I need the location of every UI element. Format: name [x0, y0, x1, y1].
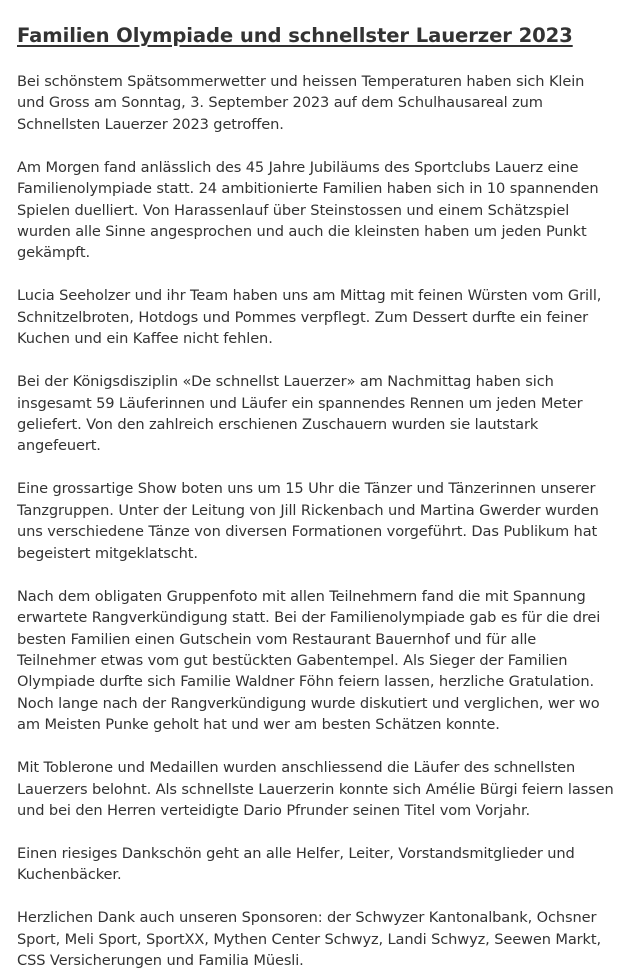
paragraph-dance-show: Eine grossartige Show boten uns um 15 Uhr die Tänzer und Tänzerinnen unserer Tanzgruppen. Unter der Leitung von Jill Rickenbach und Martina Gwerder wurden uns verschiedene Tänze von diversen Formationen vorgeführt. Das Publikum hat begeistert mitgeklatscht.: [17, 480, 599, 562]
paragraph-ranking: Nach dem obligaten Gruppenfoto mit allen Teilnehmern fand die mit Spannung erwartete Rangverkündigung statt. Bei der Familienolympiade gab es für die drei besten Familien einen Gutschein vom Restaurant Bauernhof und für alle Teilnehmer etwas vom gut bestückten Gabentempel. Als Sieger der Familien Olympiade durfte sich Familie Waldner Föhn feiern lassen, herzliche Gratulation. Noch lange nach der Rangverkündigung wurde diskutiert und verglichen, wer wo am Meisten Punke geholt hat und wer am besten Schätzen konnte.: [17, 587, 601, 734]
paragraph-race: Bei der Königsdisziplin «De schnellst Lauerzer» am Nachmittag haben sich insgesamt 59 Läuferinnen und Läufer ein spannendes Rennen um jeden Meter geliefert. Von den zahlreich erschienen Zuschauern wurden sie lautstark angefeuert.: [17, 373, 583, 455]
paragraph-family-olympics: Am Morgen fand anlässlich des 45 Jahre Jubiläums des Sportclubs Lauerz eine Familienolympiade statt. 24 ambitionierte Familien haben sich in 10 spannenden Spielen duelliert. Von Harassenlauf über Steinstossen und einem Schätzspiel wurden alle Sinne angesprochen und auch die kleinsten haben um jeden Punkt gekämpft.: [17, 158, 599, 262]
paragraph-winners: Mit Toblerone und Medaillen wurden anschliessend die Läufer des schnellsten Lauerzers belohnt. Als schnellste Lauerzerin konnte sich Amélie Bürgi feiern lassen und bei den Herren verteidigte Dario Pfrunder seinen Titel vom Vorjahr.: [17, 759, 614, 819]
paragraph-intro: Bei schönstem Spätsommerwetter und heissen Temperaturen haben sich Klein und Gross am Sonntag, 3. September 2023 auf dem Schulhausareal zum Schnellsten Lauerzer 2023 getroffen.: [17, 73, 585, 133]
paragraph-thanks-sponsors: Herzlichen Dank auch unseren Sponsoren: der Schwyzer Kantonalbank, Ochsner Sport, Meli Sport, SportXX, Mythen Center Schwyz, Landi Schwyz, Seewen Markt, CSS Versicherungen und Familia Müesli.: [17, 909, 602, 970]
paragraph-thanks-helpers: Einen riesiges Dankschön geht an alle Helfer, Leiter, Vorstandsmitglieder und Kuchenbäcker.: [17, 844, 575, 884]
article-title: Familien Olympiade und schnellster Lauerzer 2023: [17, 24, 573, 47]
paragraph-lunch: Lucia Seeholzer und ihr Team haben uns am Mittag mit feinen Würsten vom Grill, Schnitzelbroten, Hotdogs und Pommes verpflegt. Zum Dessert durfte ein feiner Kuchen und ein Kaffee nicht fehlen.: [17, 287, 602, 348]
